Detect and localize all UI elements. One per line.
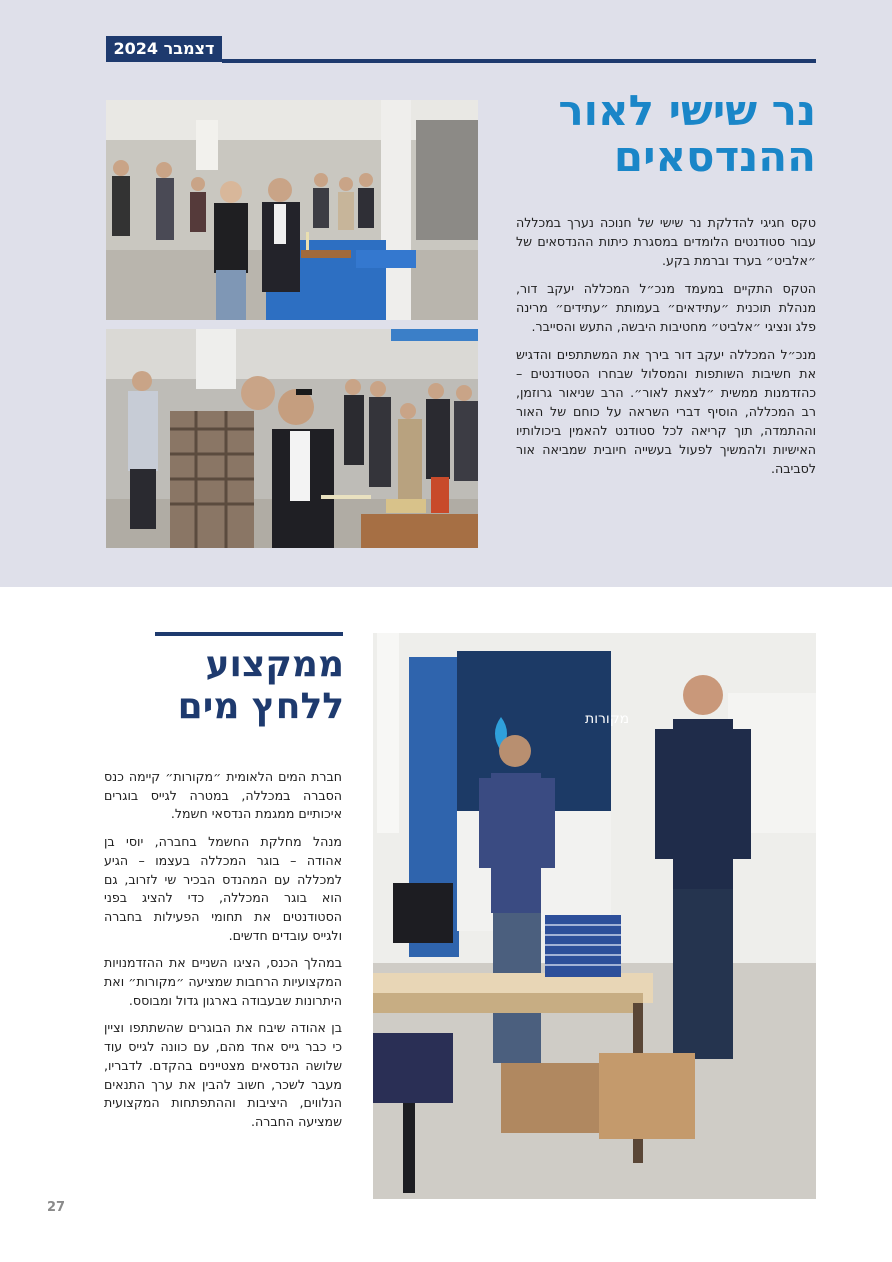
banner-text: מקורות: [585, 711, 630, 727]
article-title-mekorot: ממקצוע ללחץ מים: [177, 644, 344, 727]
paragraph: חברת המים הלאומית ״מקורות״ קיימה כנס הסברה במכללה, במטרה לגייס בוגרים איכותיים ממגמת הנדסאי חשמל.: [104, 769, 342, 822]
paragraph: מנהל מחלקת החשמל בחברה, יוסי בן אהודה – בוגר המכללה בעצמו – הגיע למכללה עם המהנדס הבכיר שי לזרוב, גם הוא בוגר המכללה, כדי להציג בפני הסטודנטים את תחומי הפעילות בחברה ולגייס עובדים חדשים.: [104, 834, 342, 943]
paragraph: הטקס התקיים במעמד מנכ״ל המכללה יעקב דור, מנהלת תוכנית ״עתידאים״ בעמותת ״עתידים״ מרינה פלג ונציגי ״אלביט״ מחטיבות היבשה, התעש והסייבר.: [516, 281, 816, 334]
page-number: 27: [47, 1200, 66, 1215]
ceremony-photo-bottom: [106, 329, 478, 548]
article-title-hanukkah: נר שישי לאור ההנדסאים: [558, 86, 816, 181]
issue-date-badge: דצמבר 2024: [106, 36, 222, 62]
header-rule: [222, 59, 816, 63]
paragraph: במהלך הכנס, הציגו השניים את ההזדמנויות המקצועיות הרחבות שמציעה ״מקורות״ ואת היתרונות שבעבודה בארגון גדול ומבוסס.: [104, 955, 342, 1008]
ceremony-photo-top: [106, 100, 478, 320]
title-rule: [155, 632, 343, 636]
article-body-mekorot: [104, 768, 342, 1141]
paragraph: בן אהודה שיבח את הבוגרים שהשתתפו וציין כי כבר גייס אחד מהם, עם כוונה לגייס עוד שלושה הנדסאים מצטיינים בהקדם. לדבריו, מעבר לשכר, חשוב להבין את ערך התנאים הנלווים, היציבות וההתפתחות המקצועית שמציעה החברה.: [104, 1020, 342, 1129]
article-body-hanukkah: [516, 213, 816, 487]
paragraph: מנכ״ל המכללה יעקב דור בירך את המשתתפים והדגיש את חשיבות השותפות והמסלול שבחרו הסטודנטים – כהזדמנות ממשית ״לצאת לאור״. הרב שניאור גרוזמן, רב המכללה, הוסיף דברי השראה על כוחם של האור וההתמדה, תוך קריאה לכל סטודנט להאמין ביכולותיו האישיות ולהמשיך לפעול בעשייה חיובית שמביאה אור לסביבה.: [516, 347, 816, 476]
paragraph: טקס חגיגי להדלקת נר שישי של חנוכה נערך במכללה עבור סטודנטים הלומדים במסגרת כיתות ההנדסאים של ״אלביט״ בערד וברמת בקע.: [516, 215, 816, 268]
mekorot-event-photo: [373, 633, 816, 1199]
